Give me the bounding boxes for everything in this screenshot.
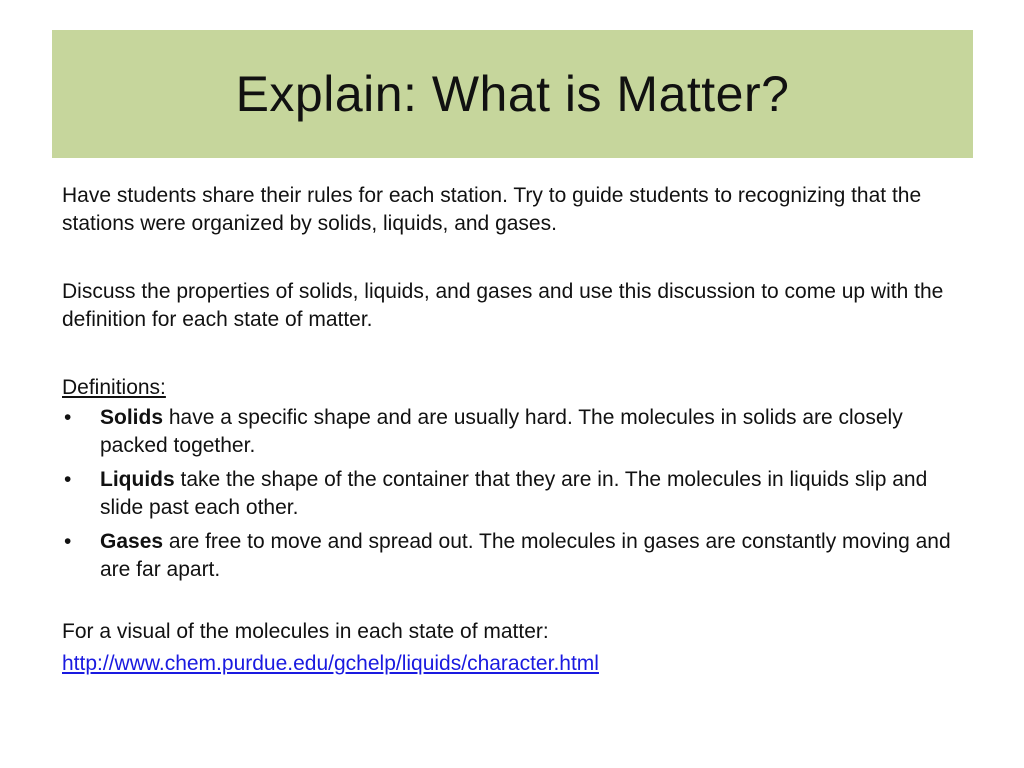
definition-item-solids — [62, 404, 962, 460]
definition-text: take the shape of the container that they are in. The molecules in liquids slip and slide past each other. — [100, 468, 928, 519]
definition-term: Gases — [100, 530, 164, 553]
slide-title: Explain: What is Matter? — [235, 66, 790, 122]
definitions-list — [62, 404, 962, 584]
slide-body — [62, 182, 962, 678]
paragraph-discuss-properties: Discuss the properties of solids, liquids, and gases and use this discussion to come up with the definition for each state of matter. — [62, 280, 944, 331]
definition-term: Solids — [100, 406, 164, 429]
definition-text: are free to move and spread out. The molecules in gases are constantly moving and are far apart. — [100, 530, 951, 581]
title-bar — [52, 30, 973, 158]
visual-reference-text: For a visual of the molecules in each state of matter: — [62, 620, 549, 643]
definition-term: Liquids — [100, 468, 175, 491]
definition-text: have a specific shape and are usually hard. The molecules in solids are closely packed together. — [100, 406, 903, 457]
definition-item-gases — [62, 528, 962, 584]
bullet-icon: • — [64, 530, 72, 553]
definition-item-liquids — [62, 466, 962, 522]
bullet-icon: • — [64, 468, 72, 491]
definitions-heading: Definitions: — [62, 376, 166, 399]
purdue-link[interactable]: http://www.chem.purdue.edu/gchelp/liquids/character.html — [62, 652, 599, 675]
bullet-icon: • — [64, 406, 72, 429]
paragraph-share-rules: Have students share their rules for each station. Try to guide students to recognizing that the stations were organized by solids, liquids, and gases. — [62, 184, 922, 235]
